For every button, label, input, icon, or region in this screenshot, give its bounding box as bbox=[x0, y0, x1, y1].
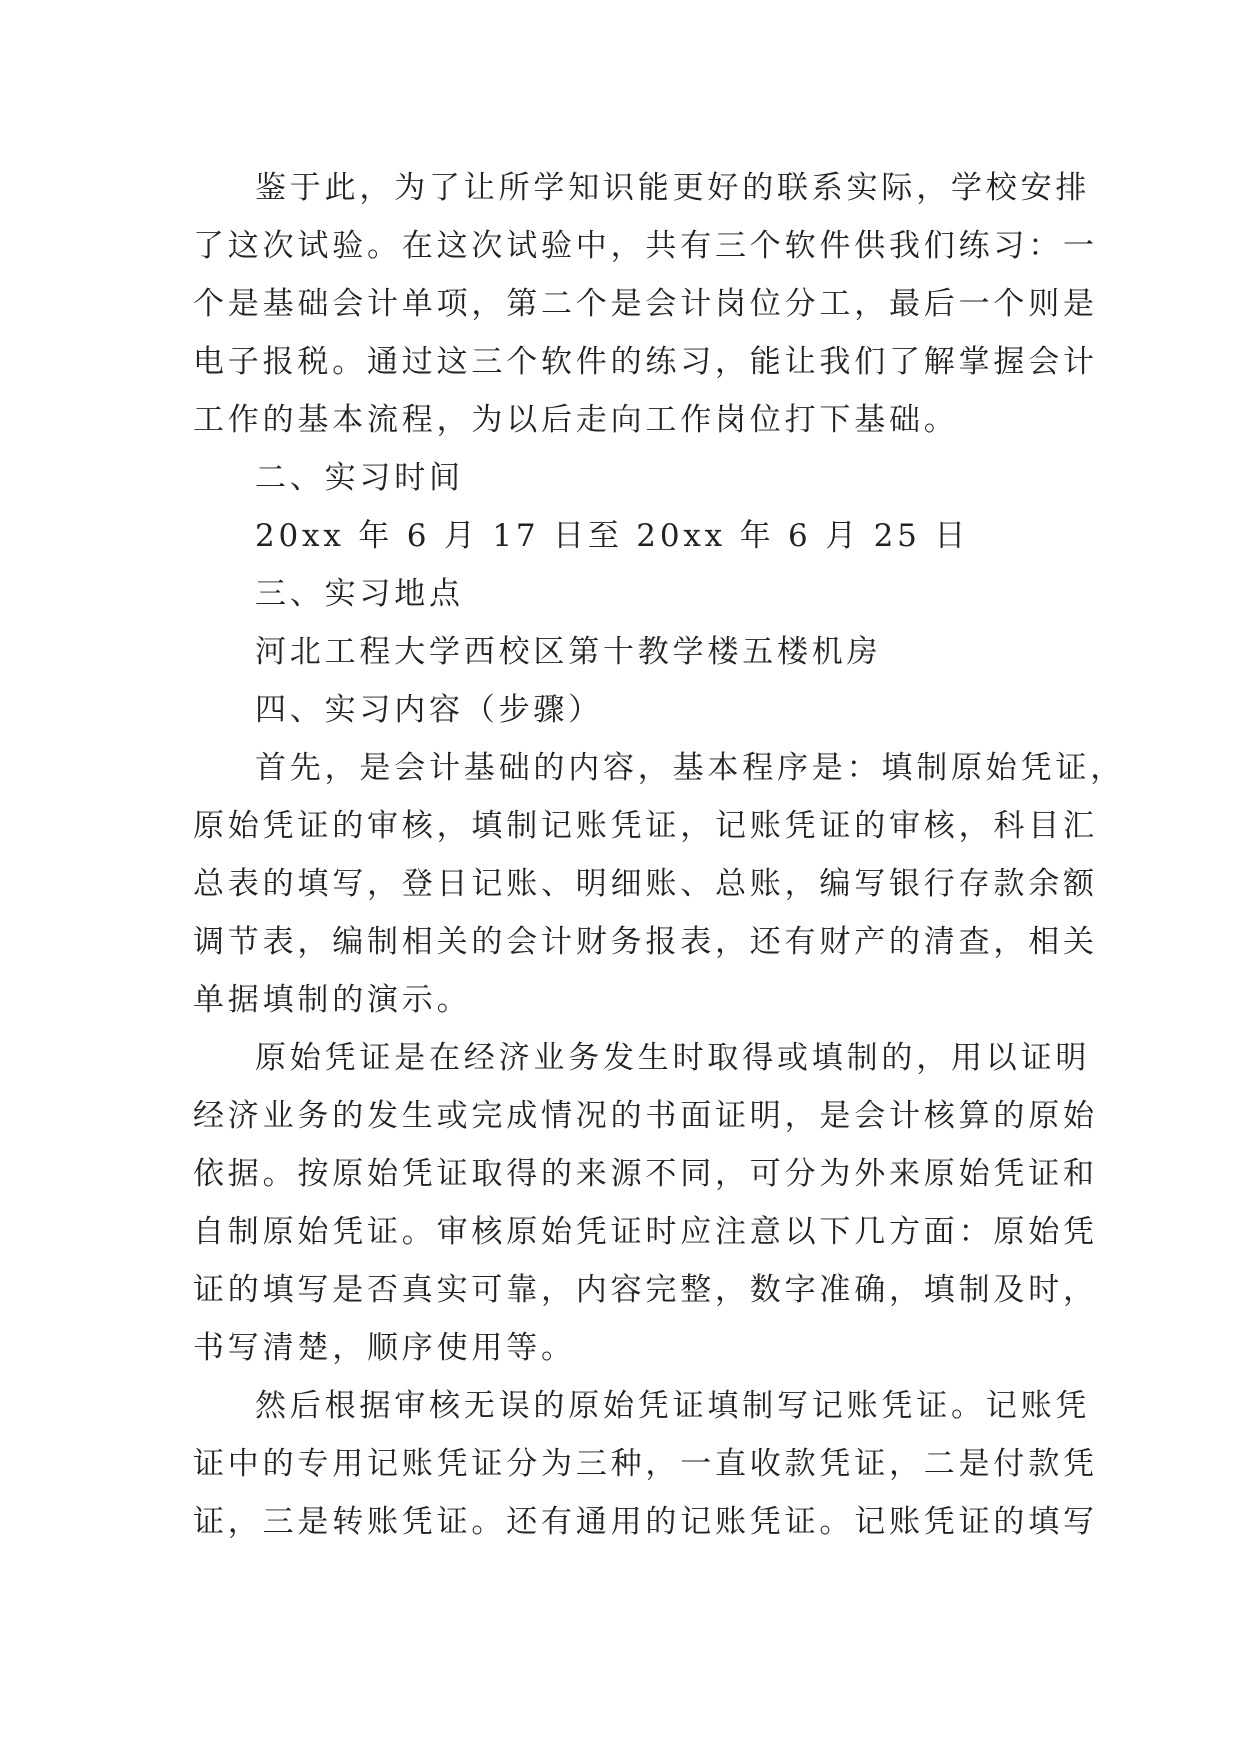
text-line: 单据填制的演示。 bbox=[193, 982, 472, 1018]
text-line: 个是基础会计单项，第二个是会计岗位分工，最后一个则是 bbox=[193, 286, 1098, 322]
text-line: 依据。按原始凭证取得的来源不同，可分为外来原始凭证和 bbox=[193, 1156, 1098, 1192]
text-line: 总表的填写，登日记账、明细账、总账，编写银行存款余额 bbox=[193, 866, 1098, 902]
section-heading: 三、实习地点 bbox=[255, 576, 464, 612]
text-line: 证中的专用记账凭证分为三种，一直收款凭证，二是付款凭 bbox=[193, 1446, 1098, 1482]
section-heading: 二、实习时间 bbox=[255, 460, 464, 496]
section-heading: 四、实习内容（步骤） bbox=[255, 692, 603, 728]
date-range: 20xx 年 6 月 17 日至 20xx 年 6 月 25 日 bbox=[255, 518, 970, 554]
text-line: 电子报税。通过这三个软件的练习，能让我们了解掌握会计 bbox=[193, 344, 1098, 380]
text-line: 了这次试验。在这次试验中，共有三个软件供我们练习：一 bbox=[193, 228, 1098, 264]
location-text: 河北工程大学西校区第十教学楼五楼机房 bbox=[255, 634, 882, 670]
text-line: 经济业务的发生或完成情况的书面证明，是会计核算的原始 bbox=[193, 1098, 1098, 1134]
text-line: 原始凭证是在经济业务发生时取得或填制的，用以证明 bbox=[255, 1040, 1091, 1076]
text-line: 证的填写是否真实可靠，内容完整，数字准确，填制及时， bbox=[193, 1272, 1098, 1308]
text-line: 然后根据审核无误的原始凭证填制写记账凭证。记账凭 bbox=[255, 1388, 1091, 1424]
text-line: 原始凭证的审核，填制记账凭证，记账凭证的审核，科目汇 bbox=[193, 808, 1098, 844]
text-line: 自制原始凭证。审核原始凭证时应注意以下几方面：原始凭 bbox=[193, 1214, 1098, 1250]
text-line: 证，三是转账凭证。还有通用的记账凭证。记账凭证的填写 bbox=[193, 1504, 1098, 1540]
text-line: 工作的基本流程，为以后走向工作岗位打下基础。 bbox=[193, 402, 959, 438]
text-line: 调节表，编制相关的会计财务报表，还有财产的清查，相关 bbox=[193, 924, 1098, 960]
text-line: 鉴于此，为了让所学知识能更好的联系实际，学校安排 bbox=[255, 170, 1091, 206]
text-line: 首先，是会计基础的内容，基本程序是：填制原始凭证， bbox=[255, 750, 1125, 786]
text-line: 书写清楚，顺序使用等。 bbox=[193, 1330, 576, 1366]
